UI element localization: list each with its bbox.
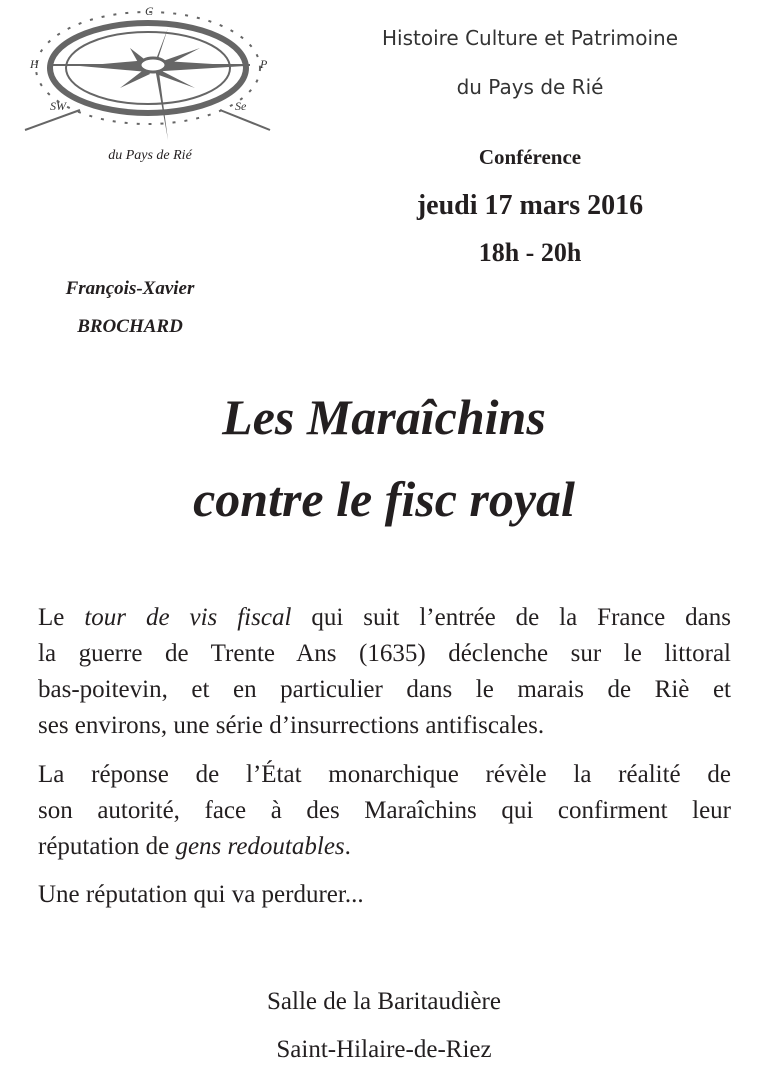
logo-north: C: [145, 4, 154, 18]
title-line-1: Les Maraîchins: [222, 389, 546, 445]
venue-hall: Salle de la Baritaudière: [267, 988, 501, 1015]
logo-caption: du Pays de Rié: [108, 148, 192, 163]
org-name: Histoire Culture et Patrimoine: [381, 26, 679, 50]
logo-sw: SW: [50, 99, 66, 113]
org-region: du Pays de Rié: [456, 75, 604, 99]
emphasis: tour de vis fiscal: [84, 604, 292, 631]
body-p2-line-2: son autorité, face à des Maraîchins qui confirment leur: [38, 797, 731, 824]
event-type: Conférence: [478, 145, 582, 169]
text: qui suit l’entrée de la France dans: [291, 604, 731, 631]
body-p1-line-1: [38, 603, 731, 633]
title-line-2: contre le fisc royal: [193, 471, 575, 527]
logo-east: P: [260, 57, 268, 71]
body-p1-line-4: ses environs, une série d’insurrections antifiscales.: [38, 712, 545, 739]
body-p1-line-2: la guerre de Trente Ans (1635) déclenche sur le littoral: [38, 640, 731, 667]
speaker-last-name: BROCHARD: [77, 316, 183, 337]
venue-town: Saint-Hilaire-de-Riez: [276, 1036, 492, 1063]
compass-rose-icon: [20, 0, 280, 150]
speaker-first-name: François-Xavier: [65, 278, 195, 299]
text: .: [344, 833, 351, 860]
body-p1-line-3: bas-poitevin, et en particulier dans le marais de Riè et: [38, 676, 731, 703]
body-p3: Une réputation qui va perdurer...: [38, 881, 364, 908]
body-p2-line-1: La réponse de l’État monarchique révèle la réalité de: [38, 761, 731, 788]
event-time: 18h - 20h: [478, 238, 582, 267]
logo-se: Se: [235, 99, 247, 113]
logo: [20, 0, 280, 175]
body-p2-line-3: [38, 832, 731, 862]
text: réputation de: [38, 833, 176, 860]
text: Le: [38, 604, 85, 631]
logo-west: H: [30, 57, 39, 71]
event-date: jeudi 17 mars 2016: [416, 190, 644, 221]
emphasis: gens redoutables: [175, 833, 345, 860]
